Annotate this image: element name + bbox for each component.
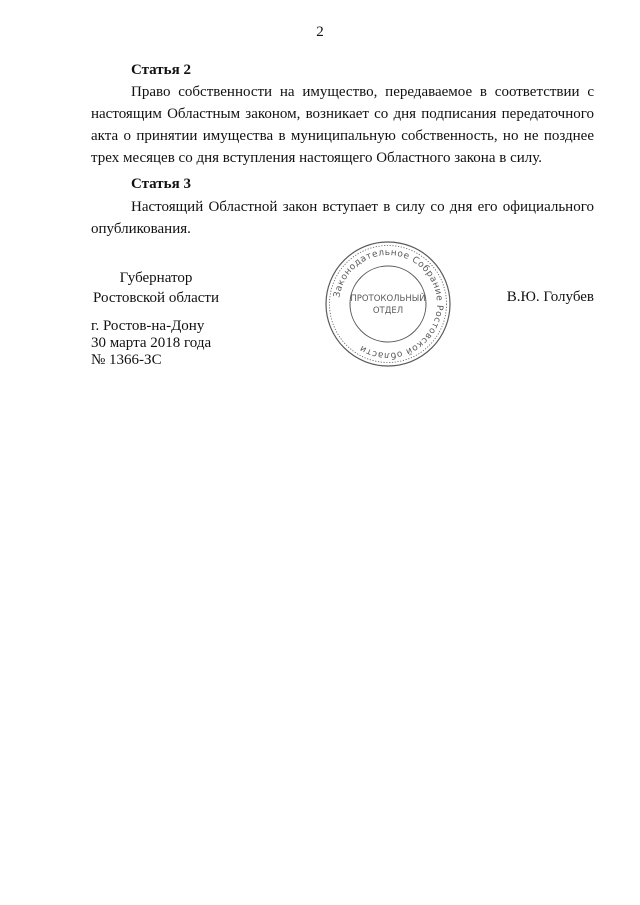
article-2-line-2: настоящим Областным законом, возникает со дня подписания передаточного: [91, 106, 594, 122]
place-city: г. Ростов-на-Дону: [91, 318, 205, 334]
article-2-line-1: Право собственности на имущество, передаваемое в соответствии с: [131, 84, 594, 100]
law-date: 30 марта 2018 года: [91, 335, 212, 351]
article-3-text: [91, 196, 594, 240]
place-date-number: [91, 318, 211, 369]
page-number: 2: [316, 24, 324, 40]
signatory-title: [91, 268, 221, 308]
article-2-line-3: акта о принятии имущества в муниципальную собственность, но не позднее: [91, 128, 594, 144]
article-2-line-4: трех месяцев со дня вступления настоящего Областного закона в силу.: [91, 150, 542, 166]
signatory-name: В.Ю. Голубев: [506, 289, 594, 305]
seal-center-text-1: ПРОТОКОЛЬНЫЙ: [350, 294, 426, 304]
signatory-title-line-1: Губернатор: [119, 270, 193, 286]
seal-graphic: [324, 240, 452, 368]
seal-inner-ring: [350, 266, 426, 342]
signatory-title-line-2: Ростовской области: [93, 290, 219, 306]
article-2-text: [91, 81, 594, 169]
official-seal: [324, 240, 452, 368]
seal-center-text-2: ОТДЕЛ: [372, 306, 404, 316]
seal-ring-text: Законодательное Собрание Ростовской области: [332, 247, 445, 361]
article-2-heading: Статья 2: [131, 62, 191, 78]
article-3-line-2: опубликования.: [91, 221, 191, 237]
article-3-heading: Статья 3: [131, 176, 191, 192]
seal-outer-ring: [326, 242, 450, 366]
seal-dotted-ring: [330, 246, 447, 363]
law-number: № 1366-ЗС: [91, 352, 162, 368]
article-3-line-1: Настоящий Областной закон вступает в силу со дня его официального: [131, 199, 594, 215]
